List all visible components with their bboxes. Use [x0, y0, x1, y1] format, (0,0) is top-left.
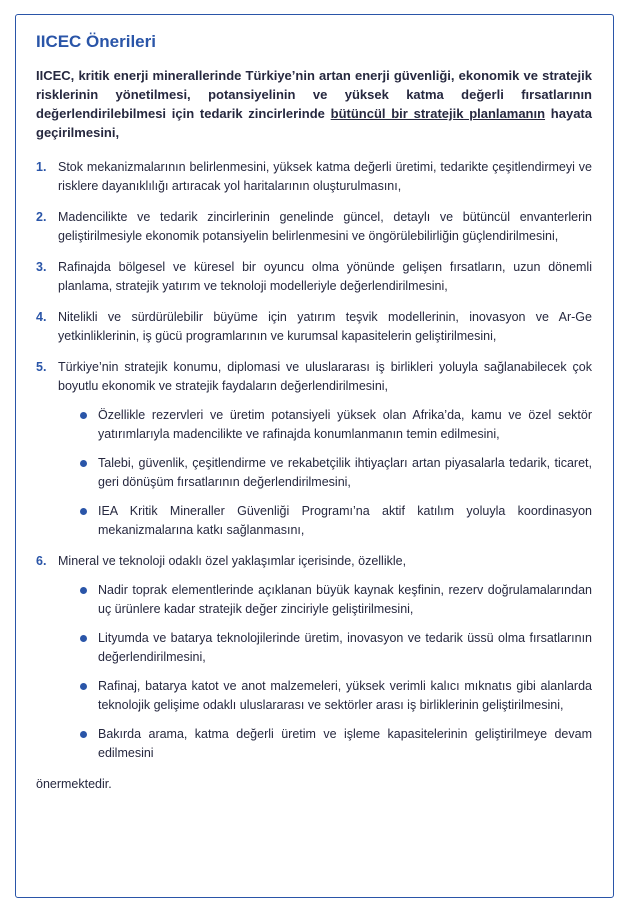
sub-list-item — [58, 629, 592, 667]
item-number: 4. — [36, 310, 47, 324]
sub-item-text: Lityumda ve batarya teknolojilerinde üretim, inovasyon ve tedarik üssü olma fırsatlarının değerlendirilmesini, — [98, 631, 592, 664]
intro-paragraph — [36, 66, 592, 142]
list-item-4 — [36, 308, 592, 346]
item-text: Türkiye’nin stratejik konumu, diplomasi ve uluslararası iş birlikleri yoluyla sağlanabilecek çok boyutlu ekonomik ve stratejik faydaların değerlendirilmesini, — [58, 360, 592, 393]
sub-list-item — [58, 581, 592, 619]
item-number: 1. — [36, 160, 47, 174]
sub-list-item — [58, 502, 592, 540]
intro-underlined-text: bütüncül bir stratejik planlamanın — [330, 106, 546, 121]
sub-item-text: Bakırda arama, katma değerli üretim ve işleme kapasitelerinin geliştirilmeye devam edilmesini — [98, 727, 592, 760]
item-text: Madencilikte ve tedarik zincirlerinin genelinde güncel, detaylı ve bütüncül envanterlerin geliştirilmesiyle ekonomik potansiyelin belirlenmesini ve öngörülebilirliğin güçlendirilmesini, — [58, 210, 592, 243]
page-title: IICEC Önerileri — [36, 32, 156, 51]
intro-text-end: hayata geçirilmesini, — [36, 106, 592, 140]
bullet-dot-icon — [80, 683, 87, 690]
intro-text: IICEC, kritik enerji minerallerinde Türkiye’nin artan enerji güvenliği, ekonomik ve stratejik risklerinin yönetilmesi, potansiyelinin ve yüksek katma değerli fırsatlarının değerlendirilebilmesi için tedarik zincirlerinde — [36, 68, 592, 121]
list-item-1 — [36, 158, 592, 196]
sub-item-text: Nadir toprak elementlerinde açıklanan büyük kaynak keşfinin, rezerv doğrulamalarından uç ürünlere kadar stratejik değer zinciriyle geliştirilmesini, — [98, 583, 592, 616]
sub-list-item — [58, 454, 592, 492]
sub-item-text: IEA Kritik Mineraller Güvenliği Programı’na aktif katılım yoluyla koordinasyon mekanizmalarına katkı sağlanmasını, — [98, 504, 592, 537]
sub-item-text: Rafinaj, batarya katot ve anot malzemeleri, yüksek verimli kalıcı mıknatıs gibi alanlarda teknolojik gelişime odaklı uluslararası ve sektörler arası iş birliklerinin geliştirilmesini, — [98, 679, 592, 712]
bullet-dot-icon — [80, 587, 87, 594]
sub-item-text: Talebi, güvenlik, çeşitlendirme ve rekabetçilik ihtiyaçları artan piyasalarla tedarik, ticaret, geri dönüşüm fırsatlarının değerlendirilmesini, — [98, 456, 592, 489]
item-text: Mineral ve teknoloji odaklı özel yaklaşımlar içerisinde, özellikle, — [58, 554, 407, 568]
sub-list-item — [58, 725, 592, 763]
item-text: Nitelikli ve sürdürülebilir büyüme için yatırım teşvik modellerinin, inovasyon ve Ar-Ge yetkinliklerinin, iş gücü programlarının ve kurumsal kapasitelerin geliştirilmesini, — [58, 310, 592, 343]
item-number: 5. — [36, 360, 47, 374]
bullet-dot-icon — [80, 635, 87, 642]
sub-item-text: Özellikle rezervleri ve üretim potansiyeli yüksek olan Afrika’da, kamu ve özel sektör yatırımlarıyla madencilikte ve rafinajda konumlanmanın temin edilmesini, — [98, 408, 592, 441]
sub-list-item — [58, 406, 592, 444]
bullet-dot-icon — [80, 412, 87, 419]
item-number: 3. — [36, 260, 47, 274]
item-number: 6. — [36, 554, 47, 568]
document-body — [36, 30, 592, 794]
item-number: 2. — [36, 210, 47, 224]
item-text: Rafinajda bölgesel ve küresel bir oyuncu olma yönünde gelişen fırsatların, uzun dönemli planlama, stratejik yatırım ve teknoloji modelleriyle değerlendirilmesini, — [58, 260, 592, 293]
list-item-5 — [36, 358, 592, 540]
list-item-3 — [36, 258, 592, 296]
closing-text: önermektedir. — [36, 777, 112, 791]
list-item-6 — [36, 552, 592, 763]
item-text: Stok mekanizmalarının belirlenmesini, yüksek katma değerli üretimi, tedarikte çeşitlendirmeyi ve risklere dayanıklılığı artıracak yol haritalarının oluşturulmasını, — [58, 160, 592, 193]
sub-list-item — [58, 677, 592, 715]
list-item-2 — [36, 208, 592, 246]
bullet-dot-icon — [80, 508, 87, 515]
bullet-dot-icon — [80, 731, 87, 738]
bullet-dot-icon — [80, 460, 87, 467]
